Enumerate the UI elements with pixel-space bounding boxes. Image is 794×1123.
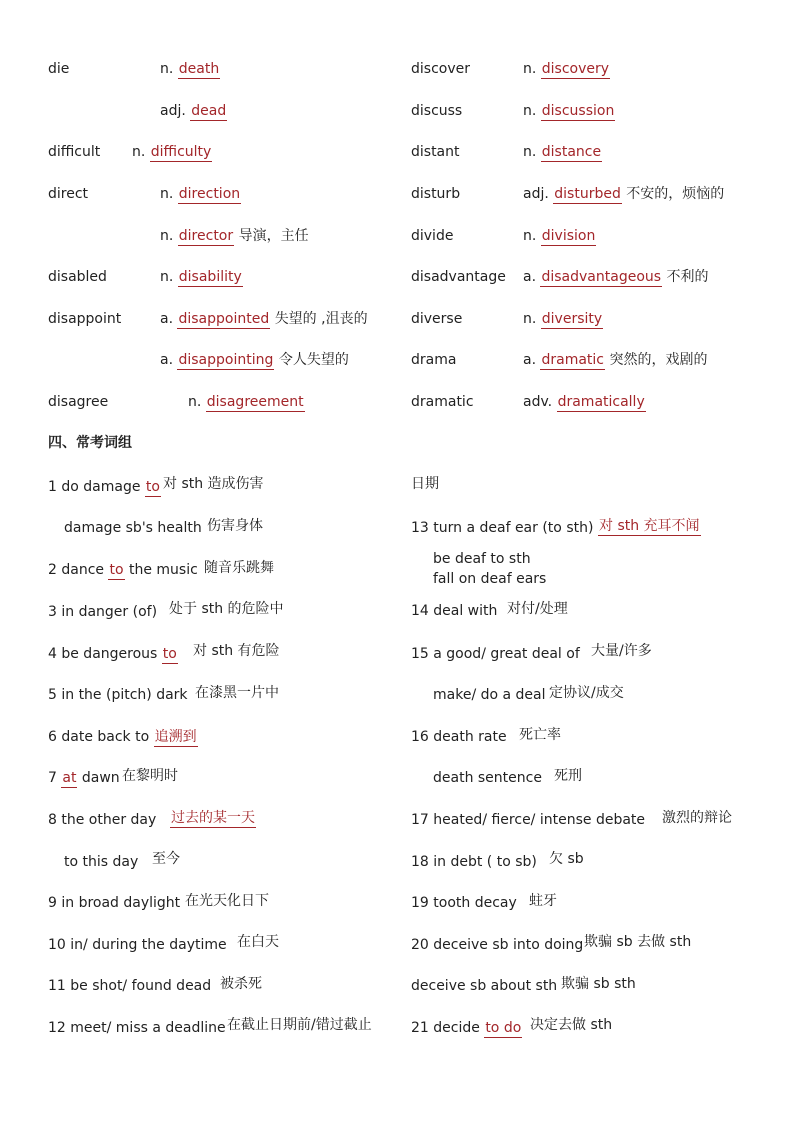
phrase-meaning: 死亡率	[519, 727, 561, 743]
vocab-word: discuss	[411, 103, 463, 119]
vocab-word: disabled	[48, 269, 107, 285]
vocab-word: die	[48, 61, 70, 77]
phrase-answer: 对 sth 充耳不闻	[599, 518, 700, 534]
phrase: make/ do a deal	[433, 687, 546, 703]
answer: distance	[541, 144, 602, 160]
phrase: 16 death rate	[411, 729, 507, 745]
phrase: 14 deal with	[411, 603, 498, 619]
vocab-entry: n. discussion	[523, 103, 615, 119]
vocab-entry: n. division	[523, 228, 596, 244]
phrase-meaning: 对 sth 有危险	[193, 643, 280, 659]
section-title: 四、常考词组	[48, 435, 132, 451]
vocab-word: diverse	[411, 311, 463, 327]
vocab-word: discover	[411, 61, 470, 77]
vocab-entry: a. disappointing 令人失望的	[160, 352, 349, 368]
vocab-entry: n. disability	[160, 269, 242, 285]
vocab-entry: a. disadvantageous 不利的	[523, 269, 709, 285]
answer: difficulty	[150, 144, 212, 160]
vocab-entry: n. distance	[523, 144, 602, 160]
answer: disadvantageous	[541, 269, 662, 285]
answer: disagreement	[206, 394, 304, 410]
vocab-entry: a. disappointed 失望的 ,沮丧的	[160, 311, 368, 327]
phrase: 20 deceive sb into doing	[411, 937, 584, 953]
note: 突然的，戏剧的	[609, 352, 708, 368]
phrase: death sentence	[433, 770, 542, 786]
phrase-meaning: 处于 sth 的危险中	[169, 601, 284, 617]
phrase-meaning: 被杀死	[220, 976, 262, 992]
answer: dramatically	[557, 394, 645, 410]
phrase-meaning: 在光天化日下	[185, 893, 269, 909]
phrase-meaning: 对 sth 造成伤害	[163, 476, 264, 492]
phrase-meaning: 在截止日期前/错过截止	[227, 1017, 372, 1033]
phrase-meaning: 对付/处理	[507, 601, 568, 617]
vocab-word: divide	[411, 228, 454, 244]
phrase: 13 turn a deaf ear (to sth)	[411, 520, 594, 536]
phrase-meaning: 决定去做 sth	[530, 1017, 613, 1033]
phrase: be deaf to sth	[433, 551, 531, 567]
vocab-entry: n. director 导演，主任	[160, 228, 309, 244]
answer: director	[178, 228, 234, 244]
phrase-meaning: 蛀牙	[529, 893, 557, 909]
vocab-word: difficult	[48, 144, 101, 160]
phrase: 5 in the (pitch) dark	[48, 687, 188, 703]
note: 导演，主任	[238, 228, 309, 244]
phrase-meaning: 伤害身体	[207, 518, 263, 534]
phrase: 2 dance to the music	[48, 562, 198, 578]
phrase: 8 the other day	[48, 812, 157, 828]
note: 令人失望的	[278, 352, 349, 368]
phrase-meaning: 欺骗 sb 去做 sth	[584, 934, 692, 950]
vocab-entry: adj. disturbed 不安的，烦恼的	[523, 186, 725, 202]
answer: disappointed	[178, 311, 270, 327]
note: 不安的，烦恼的	[626, 186, 725, 202]
phrase-meaning: 激烈的辩论	[662, 810, 732, 826]
answer: disappointing	[178, 352, 274, 368]
answer: dead	[191, 103, 227, 119]
vocab-word: disadvantage	[411, 269, 506, 285]
phrase: 21 decide to do	[411, 1020, 522, 1036]
answer: death	[178, 61, 220, 77]
phrase-answer: 过去的某一天	[171, 810, 255, 826]
phrase: 12 meet/ miss a deadline	[48, 1020, 226, 1036]
phrase-meaning: 在漆黑一片中	[195, 685, 279, 701]
phrase-meaning: 至今	[152, 851, 180, 867]
phrase: 7 at dawn	[48, 770, 120, 786]
vocab-entry: n. diversity	[523, 311, 603, 327]
phrase: to this day	[64, 854, 139, 870]
vocab-word: dramatic	[411, 394, 474, 410]
phrase-meaning: 欠 sb	[549, 851, 584, 867]
vocab-word: disappoint	[48, 311, 122, 327]
answer: direction	[178, 186, 241, 202]
phrase: deceive sb about sth	[411, 978, 558, 994]
phrase: 1 do damage to	[48, 479, 160, 495]
vocab-entry: n. death	[160, 61, 220, 77]
answer: disturbed	[554, 186, 621, 202]
phrase-meaning: 大量/许多	[591, 643, 652, 659]
phrase: 6 date back to 追溯到	[48, 729, 197, 745]
phrase: 11 be shot/ found dead	[48, 978, 212, 994]
vocab-word: distant	[411, 144, 460, 160]
vocab-word: drama	[411, 352, 457, 368]
phrase: 15 a good/ great deal of	[411, 646, 580, 662]
phrase: 18 in debt ( to sb)	[411, 854, 537, 870]
answer: dramatic	[541, 352, 604, 368]
phrase: 19 tooth decay	[411, 895, 517, 911]
phrase: damage sb's health	[64, 520, 202, 536]
vocab-entry: n. difficulty	[132, 144, 212, 160]
phrase-meaning: 欺骗 sb sth	[561, 976, 636, 992]
vocab-word: direct	[48, 186, 89, 202]
vocab-entry: a. dramatic 突然的，戏剧的	[523, 352, 708, 368]
phrase-continuation: 日期	[411, 476, 439, 492]
phrase-meaning: 在白天	[237, 934, 279, 950]
phrase-meaning: 在黎明时	[122, 768, 178, 784]
vocab-entry: adv. dramatically	[523, 394, 645, 410]
phrase: 9 in broad daylight	[48, 895, 181, 911]
answer: discussion	[541, 103, 615, 119]
answer: division	[541, 228, 596, 244]
vocab-entry: adj. dead	[160, 103, 227, 119]
phrase: 3 in danger (of)	[48, 604, 158, 620]
phrase-meaning: 随音乐跳舞	[204, 560, 274, 576]
note: 失望的 ,沮丧的	[274, 311, 368, 327]
answer: diversity	[541, 311, 603, 327]
phrase-meaning: 死刑	[554, 768, 582, 784]
phrase-meaning: 定协议/成交	[549, 685, 624, 701]
answer: disability	[178, 269, 242, 285]
vocab-word: disagree	[48, 394, 109, 410]
phrase: 17 heated/ fierce/ intense debate	[411, 812, 646, 828]
vocab-word: disturb	[411, 186, 461, 202]
vocab-entry: n. disagreement	[188, 394, 304, 410]
phrase: fall on deaf ears	[433, 571, 547, 587]
answer: discovery	[541, 61, 610, 77]
vocab-entry: n. direction	[160, 186, 241, 202]
phrase: 10 in/ during the daytime	[48, 937, 227, 953]
phrase: 4 be dangerous to	[48, 646, 177, 662]
vocab-entry: n. discovery	[523, 61, 610, 77]
note: 不利的	[666, 269, 709, 285]
